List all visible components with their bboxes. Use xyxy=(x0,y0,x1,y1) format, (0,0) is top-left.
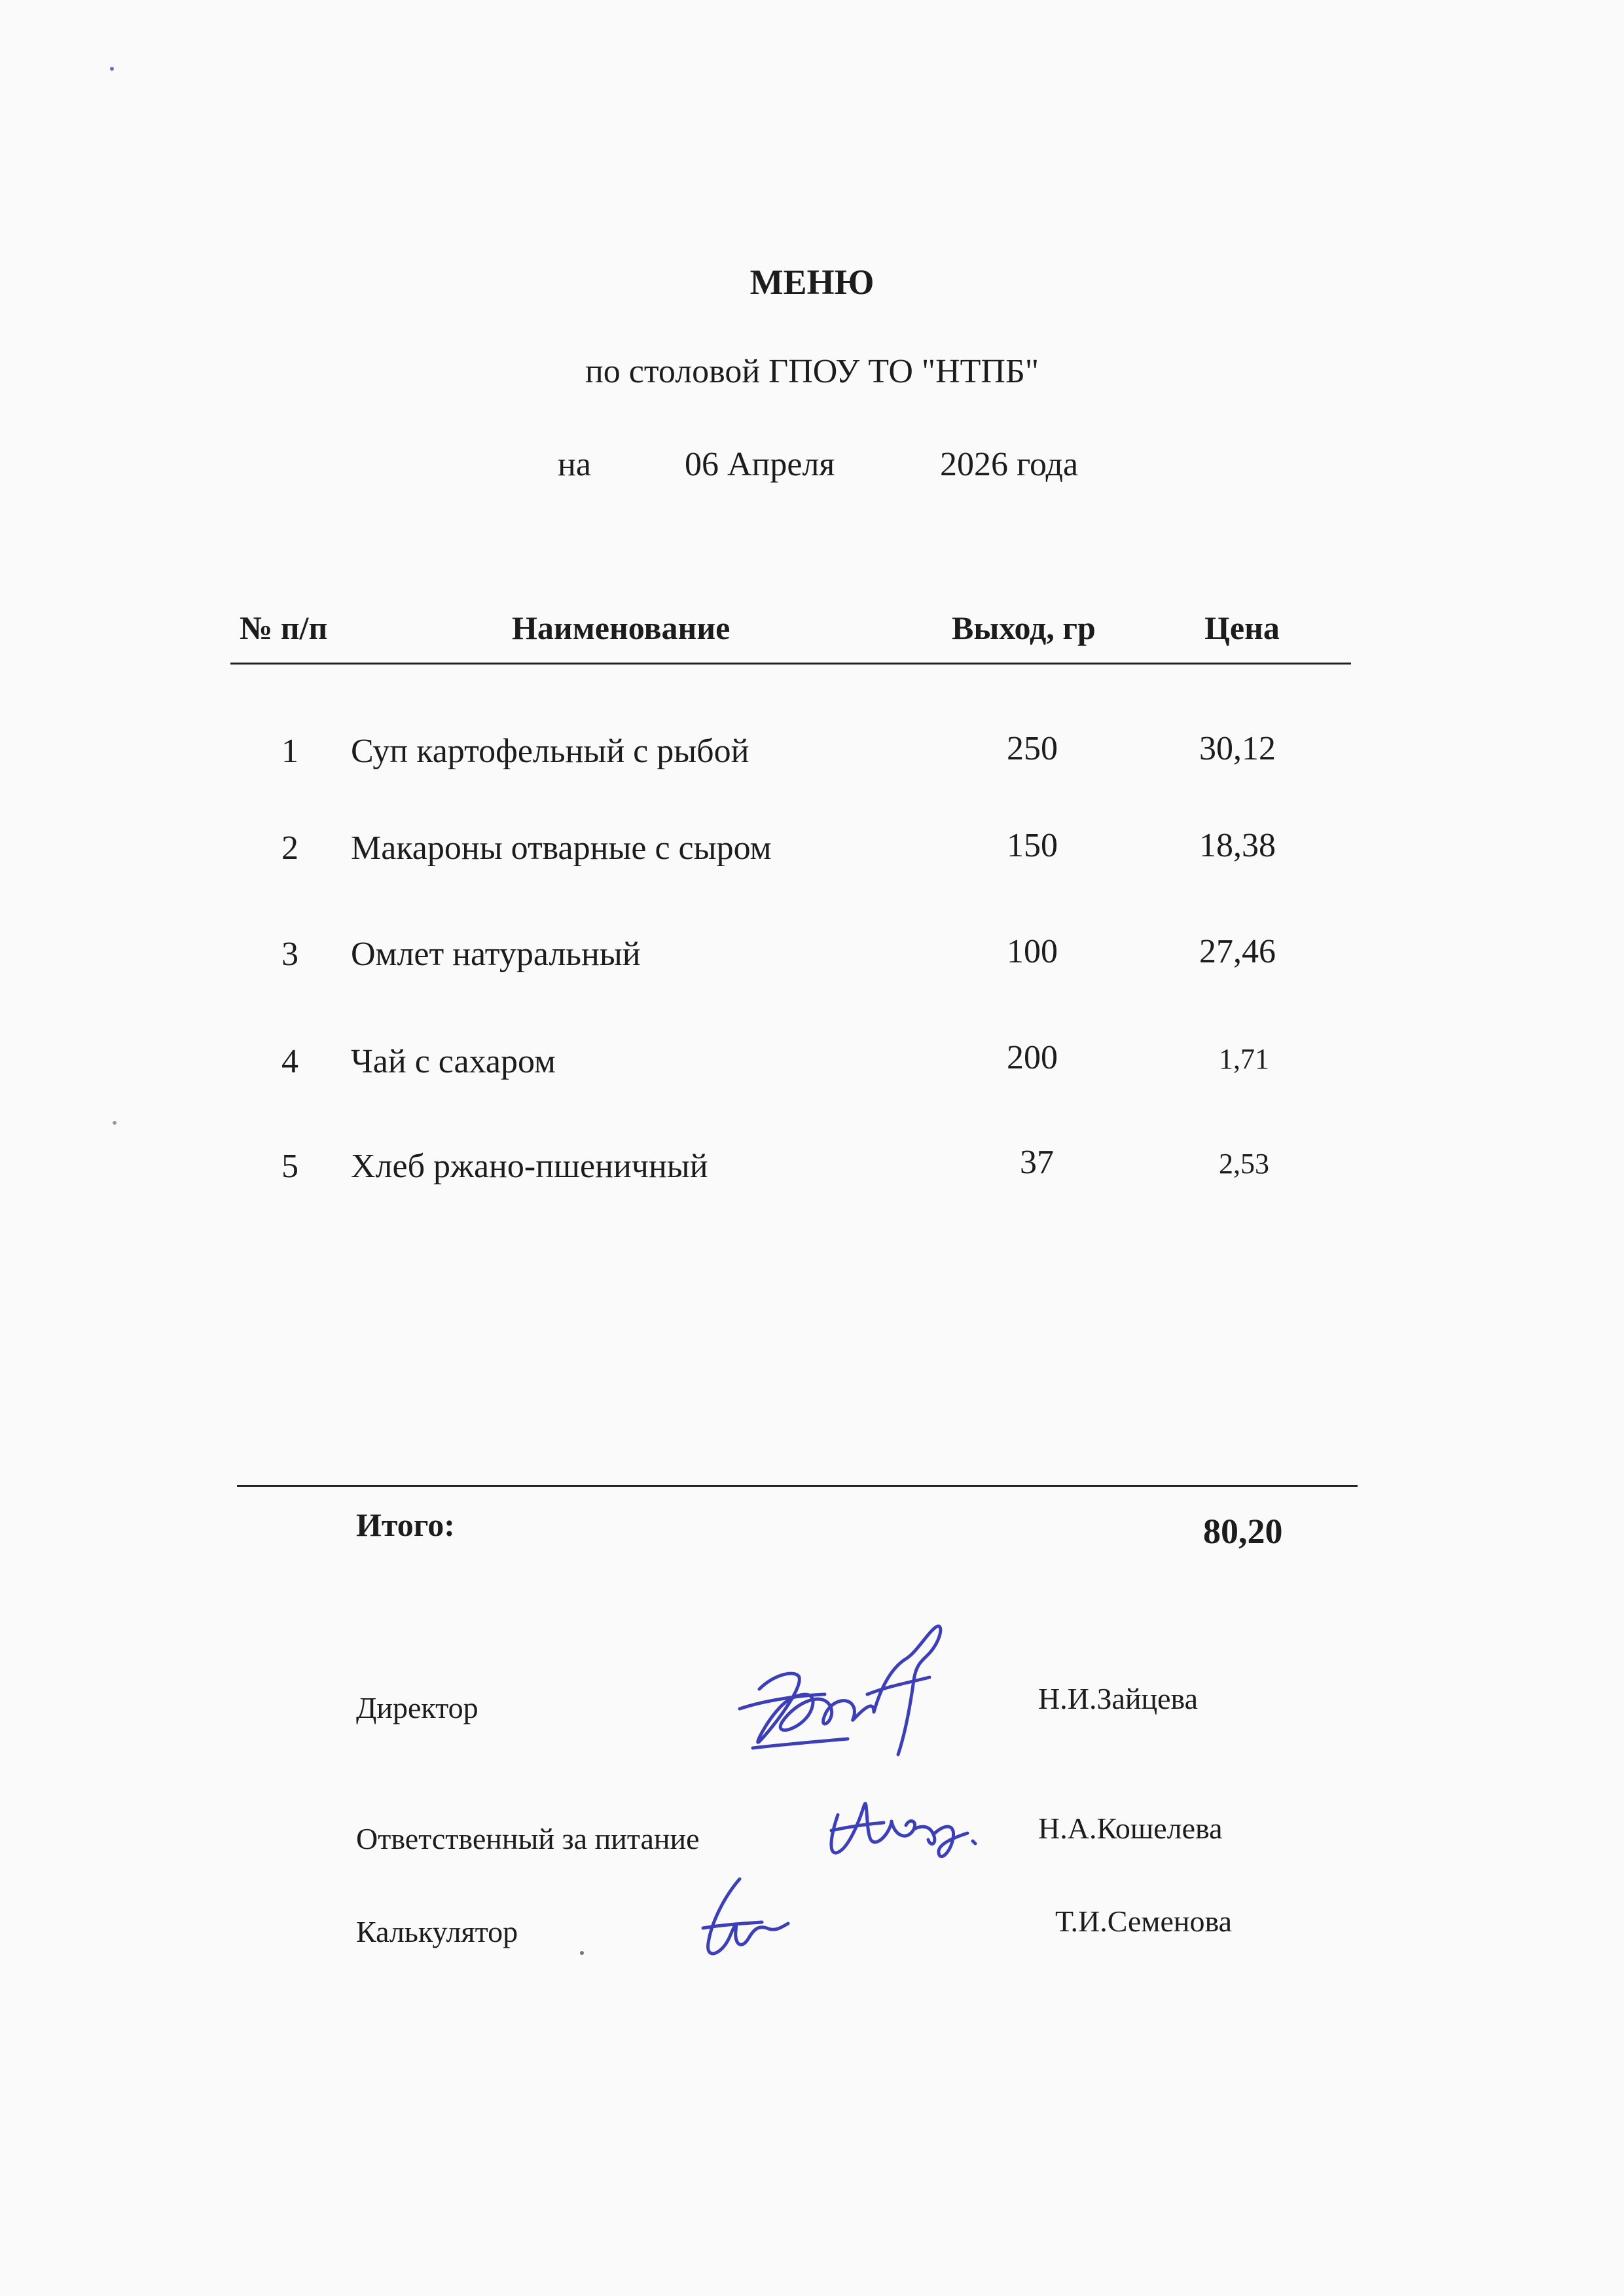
row-price: 2,53 xyxy=(1219,1148,1269,1180)
row-price: 27,46 xyxy=(1199,933,1276,970)
signature-name: Н.А.Кошелева xyxy=(1038,1812,1223,1845)
row-price: 18,38 xyxy=(1199,827,1276,864)
total-divider xyxy=(237,1485,1358,1487)
director-signature xyxy=(733,1617,969,1774)
row-name: Макароны отварные с сыром xyxy=(351,829,772,867)
signature-name: Н.И.Зайцева xyxy=(1038,1682,1199,1715)
total-label: Итого: xyxy=(356,1506,455,1543)
signature-role: Директор xyxy=(356,1691,478,1724)
date-day-month: 06 Апреля xyxy=(685,446,835,483)
scan-dot xyxy=(113,1121,117,1125)
responsible-signature xyxy=(818,1776,988,1867)
scan-dot xyxy=(580,1951,584,1955)
row-price: 30,12 xyxy=(1199,730,1276,767)
document-subtitle: по столовой ГПОУ ТО "НТПБ" xyxy=(585,353,1039,390)
signature-role: Калькулятор xyxy=(356,1915,518,1948)
calculator-signature xyxy=(683,1866,801,1977)
row-name: Чай с сахаром xyxy=(351,1043,556,1080)
signature-name: Т.И.Семенова xyxy=(1055,1904,1233,1938)
total-value: 80,20 xyxy=(1203,1512,1283,1551)
date-year: 2026 года xyxy=(940,446,1079,483)
date-prefix: на xyxy=(558,446,591,483)
header-yield: Выход, гр xyxy=(952,610,1096,646)
row-number: 1 xyxy=(281,733,298,770)
row-number: 3 xyxy=(281,936,298,973)
row-name: Хлеб ржано-пшеничный xyxy=(351,1148,708,1185)
row-yield: 37 xyxy=(1020,1144,1054,1181)
header-price: Цена xyxy=(1204,610,1280,646)
row-yield: 200 xyxy=(1007,1039,1058,1076)
scan-dot xyxy=(110,67,114,71)
row-yield: 250 xyxy=(1007,730,1058,767)
row-number: 4 xyxy=(281,1043,298,1080)
row-yield: 150 xyxy=(1007,827,1058,864)
row-name: Суп картофельный с рыбой xyxy=(351,733,749,770)
header-name: Наименование xyxy=(512,610,731,646)
header-number: № п/п xyxy=(240,610,328,646)
row-yield: 100 xyxy=(1007,933,1058,970)
document-title: МЕНЮ xyxy=(749,263,875,302)
row-number: 5 xyxy=(281,1148,298,1185)
row-number: 2 xyxy=(281,829,298,867)
row-price: 1,71 xyxy=(1219,1043,1269,1075)
signature-role: Ответственный за питание xyxy=(356,1822,700,1855)
row-name: Омлет натуральный xyxy=(351,936,641,973)
header-divider xyxy=(230,663,1351,665)
